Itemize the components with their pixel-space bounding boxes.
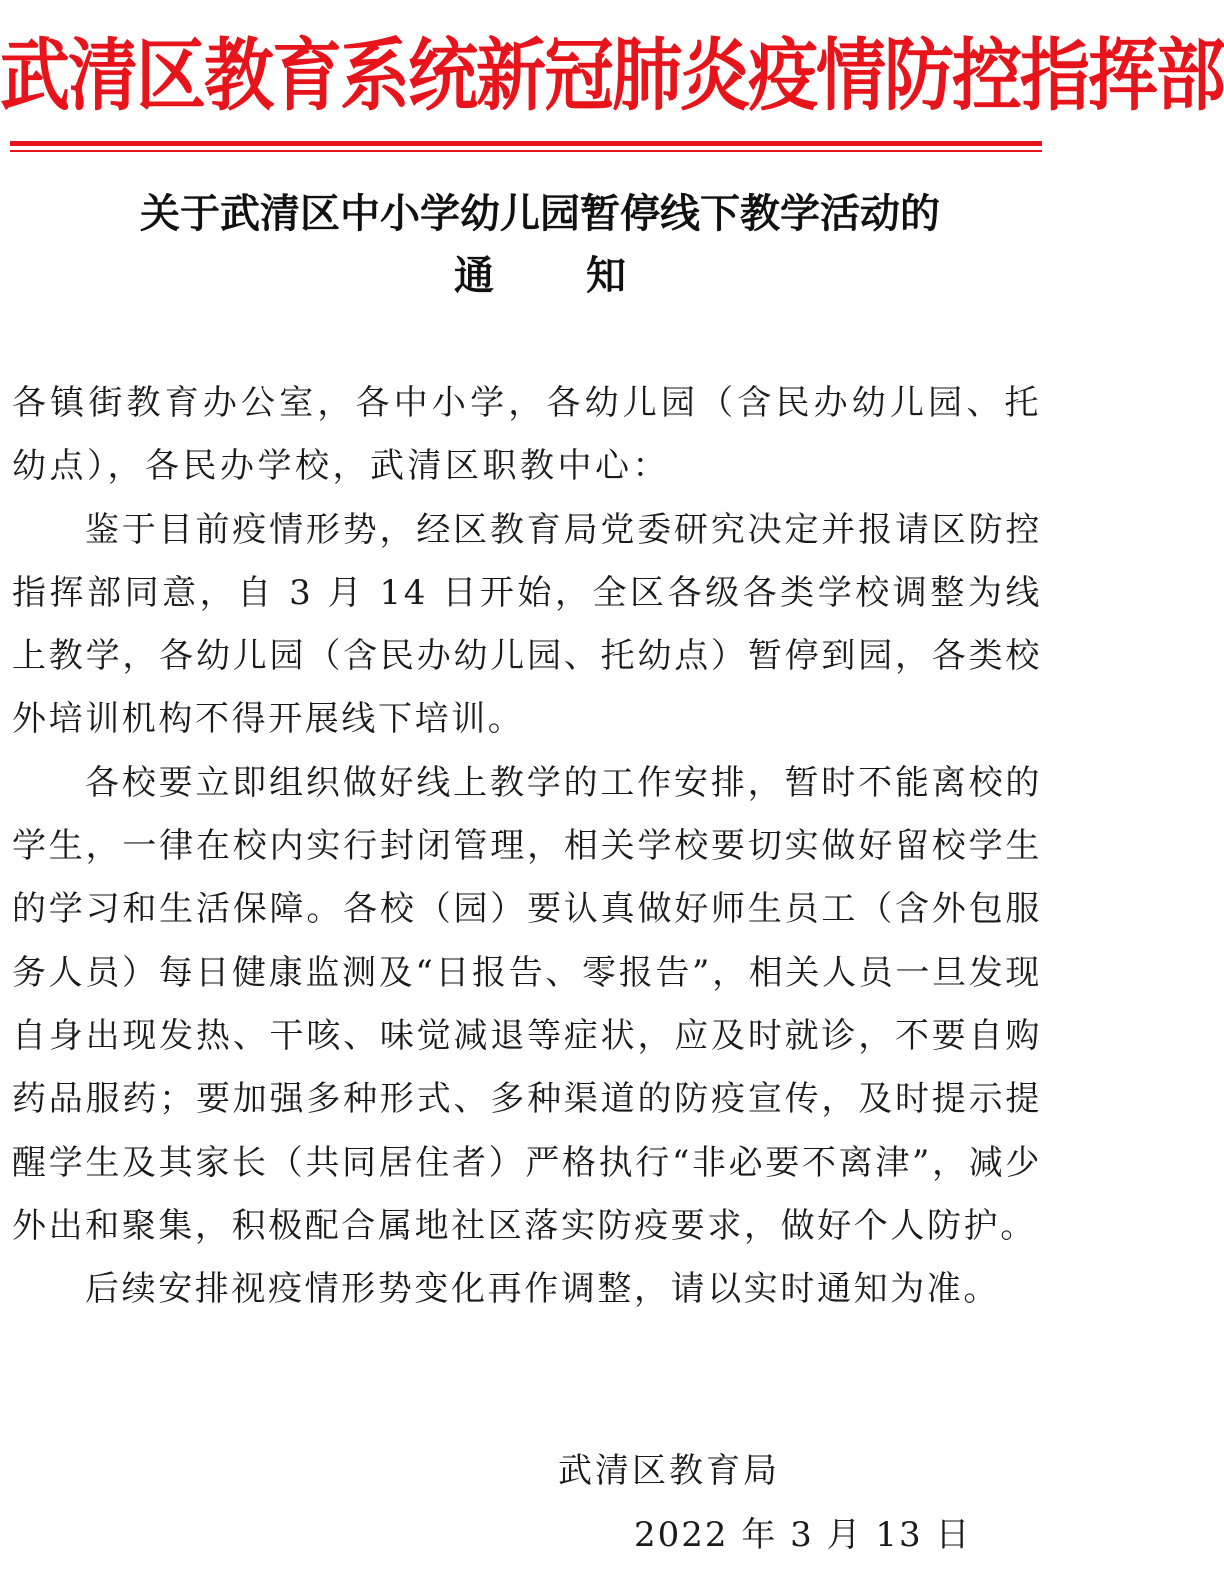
issuer-signature: 武清区教育局 [558,1451,780,1491]
addressee-line: 各镇街教育办公室，各中小学，各幼儿园（含民办幼儿园、托幼点），各民办学校，武清区职教中心： [12,383,1042,487]
notice-title-char-2: 知 [586,252,626,299]
notice-title-line-2 [0,248,1080,304]
notice-title-char-1: 通 [454,252,494,299]
notice-body [12,372,1042,1321]
letterhead-red-rule-thin [10,150,1042,152]
notice-title-line-1: 关于武清区中小学幼儿园暂停线下教学活动的 [140,190,940,237]
body-paragraph-2: 各校要立即组织做好线上教学的工作安排，暂时不能离校的学生，一律在校内实行封闭管理，相关学校要切实做好留校学生的学习和生活保障。各校（园）要认真做好师生员工（含外包服务人员）每日健康监测及“日报告、零报告”，相关人员一旦发现自身出现发热、干咳、味觉减退等症状，应及时就诊，不要自购药品服药；要加强多种形式、多种渠道的防疫宣传，及时提示提醒学生及其家长（共同居住者）严格执行“非必要不离津”，减少外出和聚集，积极配合属地社区落实防疫要求，做好个人防护。 [12,762,1042,1246]
letterhead-red-rule-thick [10,141,1042,146]
body-paragraph-1: 鉴于目前疫情形势，经区教育局党委研究决定并报请区防控指挥部同意，自 3 月 14 日开始，全区各级各类学校调整为线上教学，各幼儿园（含民办幼儿园、托幼点）暂停到园，各类校外培训机构不得开展线下培训。 [12,509,1042,740]
body-paragraph-3: 后续安排视疫情形势变化再作调整，请以实时通知为准。 [85,1269,1000,1310]
letterhead-title: 武清区教育系统新冠肺炎疫情防控指挥部 [0,29,1224,122]
issue-date: 2022 年 3 月 13 日 [634,1515,972,1555]
